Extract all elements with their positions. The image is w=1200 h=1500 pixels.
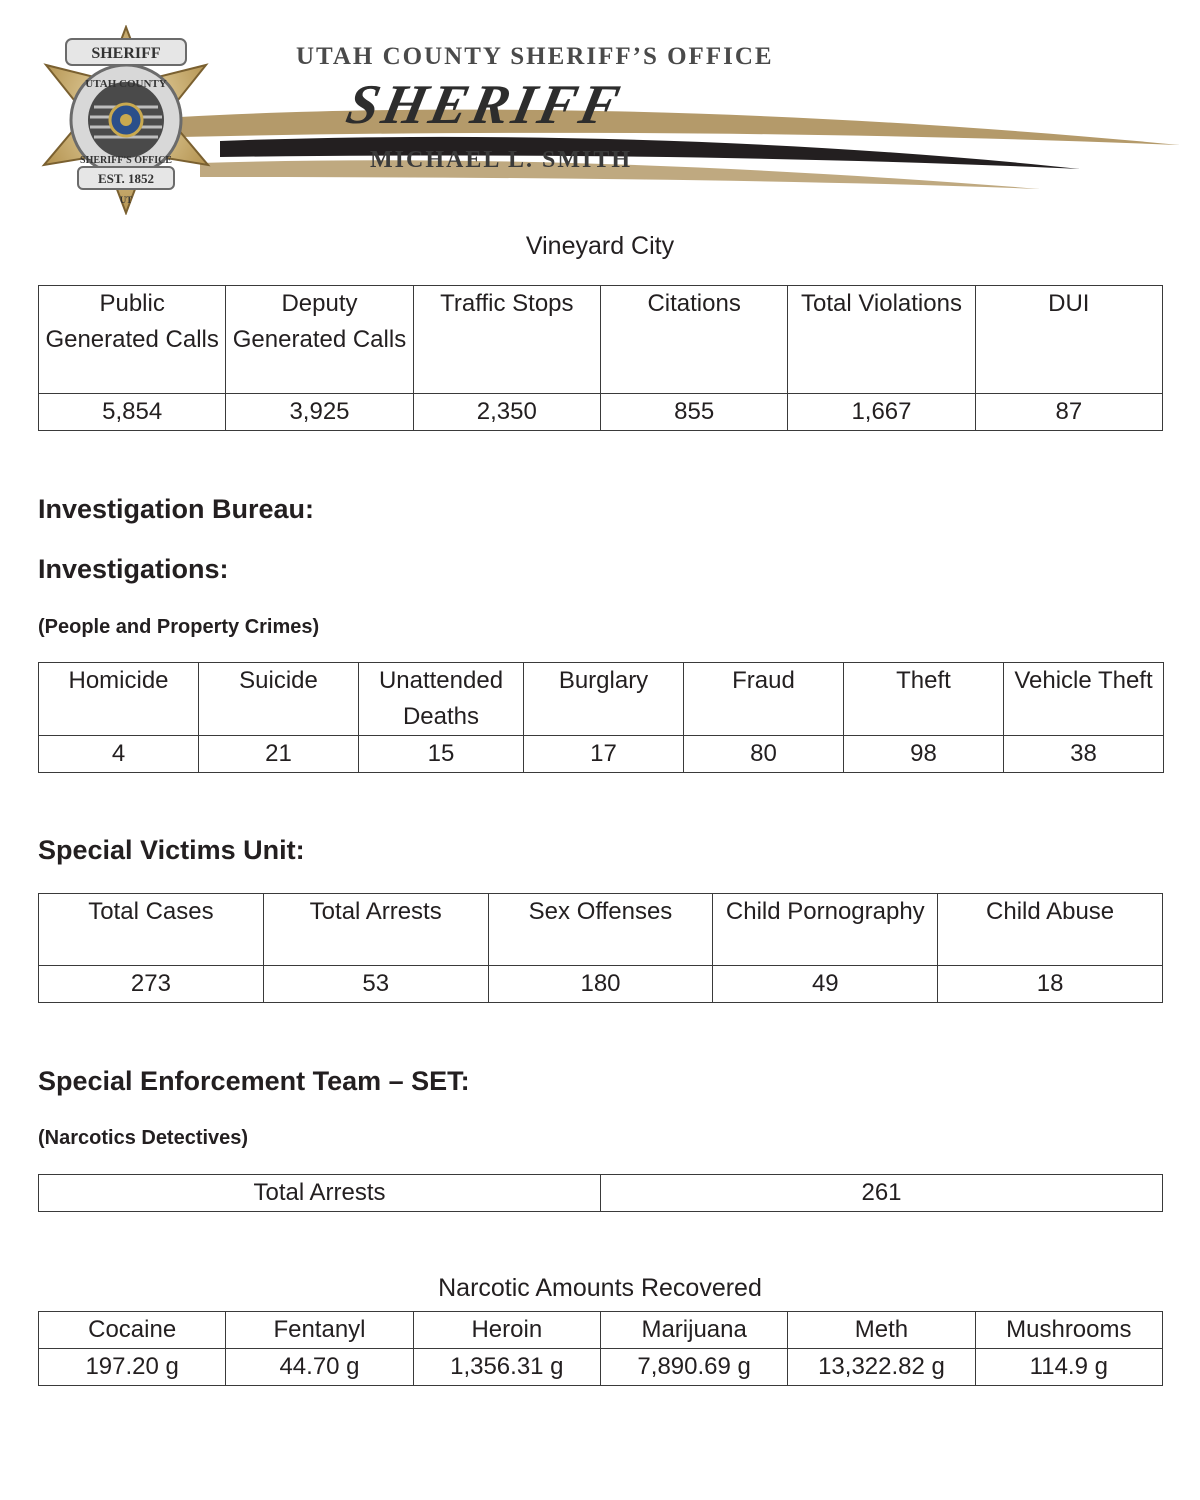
table-header-cell: DUI [975,286,1162,394]
table-header-cell: Theft [844,663,1004,736]
badge-est-text: EST. 1852 [97,171,155,186]
table-cell: 5,854 [39,394,226,431]
table-cell: 4 [39,736,199,773]
table-header-cell: Marijuana [600,1312,787,1349]
table-header-cell: Citations [600,286,787,394]
table-cell: 13,322.82 g [788,1349,975,1386]
table-row [39,966,1163,1003]
table-cell: 114.9 g [975,1349,1162,1386]
table-cell: 180 [488,966,713,1003]
table-header-cell: Mushrooms [975,1312,1162,1349]
table-header-cell: Unattended Deaths [359,663,524,736]
table-header-cell: Vehicle Theft [1004,663,1164,736]
table-cell: 197.20 g [39,1349,226,1386]
table-cell: 98 [844,736,1004,773]
table-row [39,1175,1163,1212]
table-header-cell: Public Generated Calls [39,286,226,394]
badge-ring-text: UTAH COUNTY [85,78,167,90]
table-cell: 80 [684,736,844,773]
table-row [39,736,1164,773]
table-header-cell: Heroin [413,1312,600,1349]
table-cell: 2,350 [413,394,600,431]
table-cell: 53 [263,966,488,1003]
table-cell: 855 [600,394,787,431]
table-cell: 87 [975,394,1162,431]
badge-bottom-text: SHERIFF'S OFFICE [80,155,172,166]
investigation-bureau-heading: Investigation Bureau: [38,494,315,524]
table-row [39,394,1163,431]
table-cell: 44.70 g [226,1349,413,1386]
svu-table [38,893,1163,1003]
patrol-table [38,285,1163,431]
letterhead [30,25,1160,220]
table-header-cell: Fentanyl [226,1312,413,1349]
table-header-cell: Fraud [684,663,844,736]
swoosh-graphic [180,85,1180,195]
investigations-heading: Investigations: [38,554,229,584]
table-header-row [39,1312,1163,1349]
patrol-caption: Vineyard City [525,232,675,260]
table-cell: 38 [1004,736,1164,773]
badge-top-text: SHERIFF [91,45,161,62]
table-cell: 49 [713,966,938,1003]
table-header-cell: Total Cases [39,894,264,966]
table-cell: 7,890.69 g [600,1349,787,1386]
table-header-cell: Deputy Generated Calls [226,286,413,394]
set-subheading: (Narcotics Detectives) [38,1127,249,1149]
table-cell: 273 [39,966,264,1003]
table-header-cell: Traffic Stops [413,286,600,394]
table-header-cell: Total Violations [788,286,975,394]
table-header-cell: Child Abuse [938,894,1163,966]
table-header-cell: Burglary [524,663,684,736]
sheriff-title: SHERIFF [341,74,629,136]
table-cell: 1,356.31 g [413,1349,600,1386]
table-cell: 21 [199,736,359,773]
table-header-cell: Meth [788,1312,975,1349]
table-header-cell: Total Arrests [263,894,488,966]
table-header-cell: Suicide [199,663,359,736]
table-header-cell: Sex Offenses [488,894,713,966]
set-table [38,1174,1163,1212]
table-header-cell: Cocaine [39,1312,226,1349]
table-cell: 17 [524,736,684,773]
office-title: UTAH COUNTY SHERIFF’S OFFICE [296,43,774,70]
table-header-row [39,286,1163,394]
table-cell: Total Arrests [39,1175,601,1212]
table-header-row [39,663,1164,736]
table-row [39,1349,1163,1386]
table-header-cell: Homicide [39,663,199,736]
investigations-table [38,662,1164,773]
table-cell: 1,667 [788,394,975,431]
investigations-subheading: (People and Property Crimes) [38,616,320,638]
table-cell: 18 [938,966,1163,1003]
sheriff-name: MICHAEL L. SMITH [370,147,633,173]
set-heading: Special Enforcement Team – SET: [38,1066,470,1096]
table-header-cell: Child Pornography [713,894,938,966]
table-cell: 15 [359,736,524,773]
table-cell: 3,925 [226,394,413,431]
table-header-row [39,894,1163,966]
sheriff-badge-icon [36,25,216,215]
narcotics-table [38,1311,1163,1386]
svu-heading: Special Victims Unit: [38,835,305,865]
badge-state-text: UT [119,195,133,205]
table-cell: 261 [601,1175,1163,1212]
narcotics-caption: Narcotic Amounts Recovered [438,1274,762,1302]
